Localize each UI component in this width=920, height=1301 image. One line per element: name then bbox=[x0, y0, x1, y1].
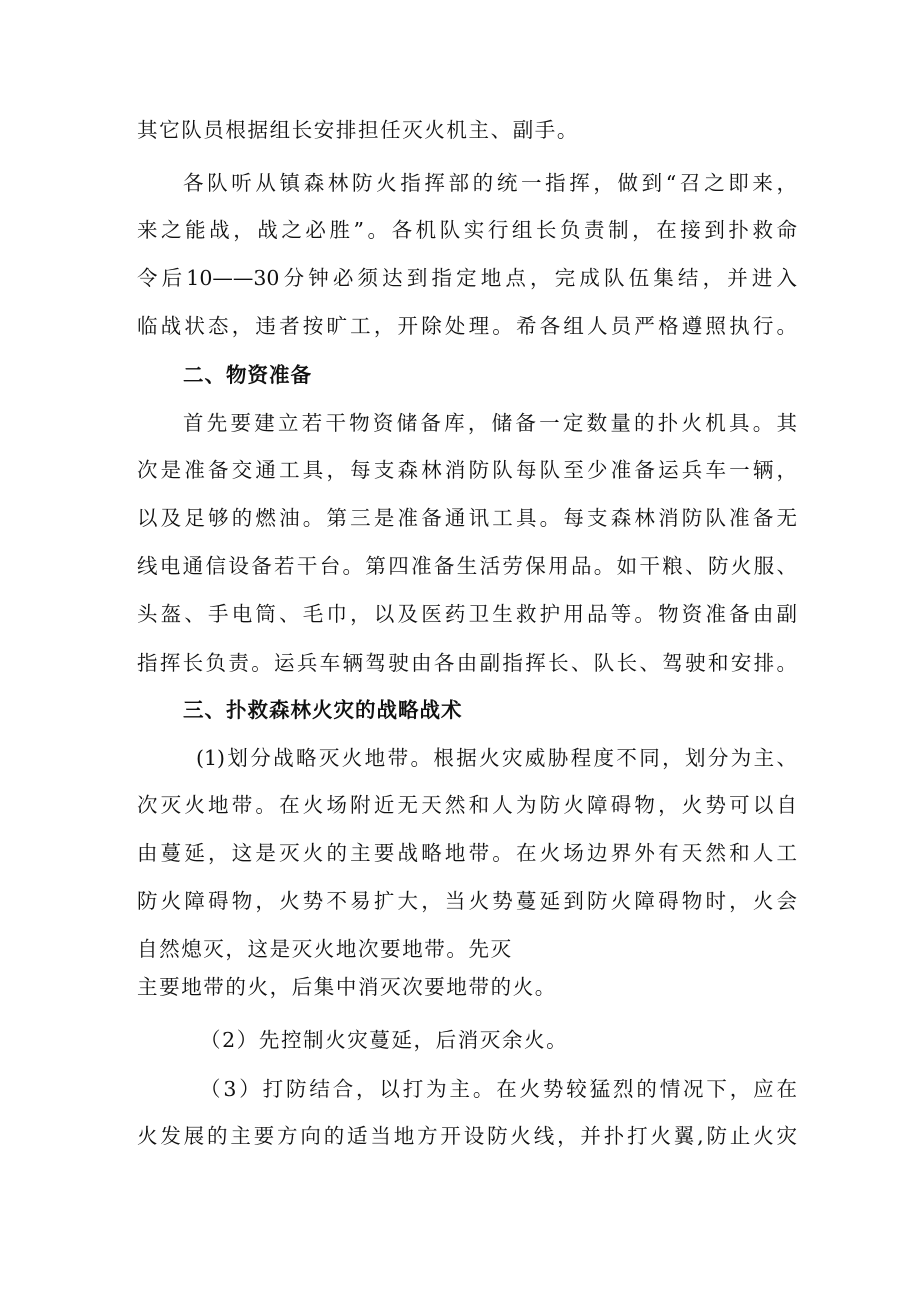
text-line: 头盔、手电筒、毛巾，以及医药卫生救护用品等。物资准备由副 bbox=[137, 602, 797, 626]
section-heading: 三、扑救森林火灾的战略战术 bbox=[183, 698, 463, 722]
text-line: 次灭火地带。在火场附近无天然和人为防火障碍物，火势可以自 bbox=[137, 793, 797, 817]
text-line: 令后10——30分钟必须达到指定地点，完成队伍集结，并进入 bbox=[137, 266, 797, 290]
text-line: 各队听从镇森林防火指挥部的统一指挥，做到“召之即来， bbox=[183, 171, 797, 195]
section-heading: 二、物资准备 bbox=[183, 363, 312, 387]
text-line: 以及足够的燃油。第三是准备通讯工具。每支森林消防队准备无 bbox=[137, 506, 797, 530]
text-line: 临战状态，违者按旷工，开除处理。希各组人员严格遵照执行。 bbox=[137, 314, 797, 338]
text-line: （2）先控制火灾蔓延，后消灭余火。 bbox=[200, 1028, 569, 1052]
text-line: 来之能战，战之必胜”。各机队实行组长负责制，在接到扑救命 bbox=[137, 218, 797, 242]
text-line: 防火障碍物，火势不易扩大，当火势蔓延到防火障碍物时，火会 bbox=[137, 889, 797, 913]
text-line: 首先要建立若干物资储备库，储备一定数量的扑火机具。其 bbox=[183, 411, 797, 435]
text-line: 火发展的主要方向的适当地方开设防火线，并扑打火翼,防止火灾 bbox=[137, 1124, 797, 1148]
text-line: 其它队员根据组长安排担任灭火机主、副手。 bbox=[137, 118, 579, 142]
text-line: 由蔓延，这是灭火的主要战略地带。在火场边界外有天然和人工 bbox=[137, 841, 797, 865]
text-line: 主要地带的火，后集中消灭次要地带的火。 bbox=[137, 975, 557, 999]
text-line: 次是准备交通工具，每支森林消防队每队至少准备运兵车一辆， bbox=[137, 458, 797, 482]
text-line: 指挥长负责。运兵车辆驾驶由各由副指挥长、队长、驾驶和安排。 bbox=[137, 651, 797, 675]
text-line: 自然熄灭，这是灭火地次要地带。先灭 bbox=[137, 937, 513, 961]
text-line: 线电通信设备若干台。第四准备生活劳保用品。如干粮、防火服、 bbox=[137, 554, 797, 578]
text-line: (1)划分战略灭火地带。根据火灾威胁程度不同，划分为主、 bbox=[196, 746, 797, 770]
text-line: （3）打防结合，以打为主。在火势较猛烈的情况下，应在 bbox=[200, 1077, 797, 1101]
